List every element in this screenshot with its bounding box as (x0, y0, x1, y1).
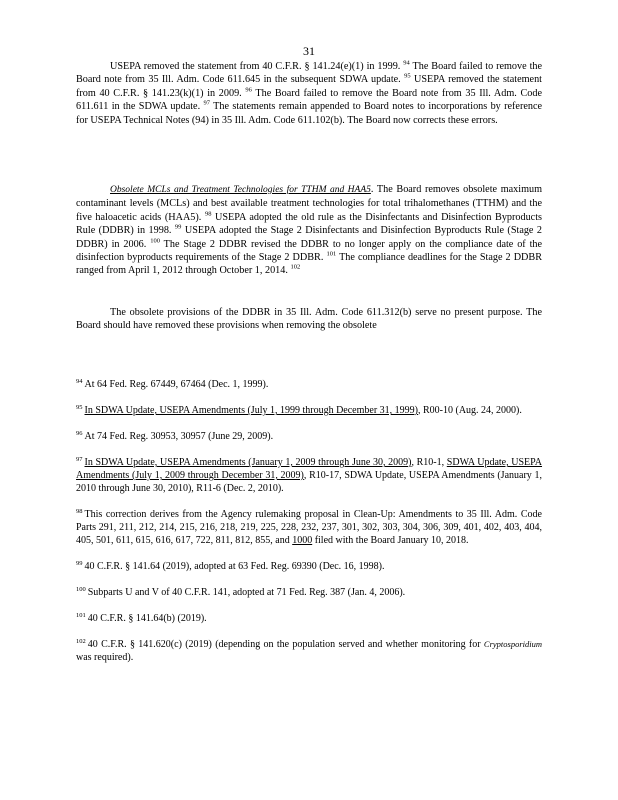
footnote-text: This correction derives from the Agency rulemaking proposal in Clean-Up: Amendments to 35 Ill. Adm. Code Parts 291, 211, 212, 214, 215, 216, 218, 219, 225, 228, 232, 237, 301, 302, 303, 304, 306, 309, 401, 402, 403, 404, 405, 501, 611, 615, 616, 617, 722, 811, 812, 855, and (76, 509, 542, 546)
footnote-text: SDWA Update, USEPA Amendments (January 1, 2010 through June 30, 2010), R11-6 (Dec. 2, 2010). (76, 470, 542, 494)
footnote-text: 40 C.F.R. § 141.64 (2019), adopted at 63 Fed. Reg. 69390 (Dec. 16, 1998). (84, 561, 385, 572)
footnote-text: 40 C.F.R. § 141.620(c) (2019) (depending on the population served and whether monitoring for (87, 639, 481, 650)
para1-text-e: The statements remain appended to Board notes to incorporations by reference for USEPA Technical Notes (94) in 35 Ill. Adm. Code 611.102(b). The Board now corrects these errors. (76, 101, 543, 126)
para2-text-c: USEPA adopted the Stage 2 Disinfectants and Disinfection Byproducts Rule (Stage 2 DDBR) in 2006. (76, 225, 542, 250)
footnote-text: filed with the Board January 10, 2018. (314, 535, 469, 546)
footnote-text: At 74 Fed. Reg. 30953, 30957 (June 29, 2009). (84, 431, 274, 442)
footnote-number: 94 (76, 377, 83, 385)
para1-text-d: The Board failed to remove the Board note from 35 Ill. Adm. Code 611.611 in the SDWA update. (76, 87, 543, 113)
footnote-text: At 64 Fed. Reg. 67449, 67464 (Dec. 1, 1999). (84, 379, 269, 390)
paragraph-obsolete-provisions (76, 306, 542, 333)
footnote-94 (76, 378, 542, 391)
footnote-99 (76, 560, 542, 573)
footnote-text: , R10-1, (411, 457, 445, 468)
para2-text-b: USEPA adopted the old rule as the Disinfectants and Disinfection Byproducts Rule (DDBR) in 1998. (76, 211, 542, 237)
footnote-italic-term: Cryptosporidium (483, 639, 543, 649)
footnote-101 (76, 612, 542, 625)
footnote-95 (76, 404, 542, 417)
para1-text-b: The Board failed to remove the Board note from 35 Ill. Adm. Code 611.645 in the subsequent SDWA update. (76, 61, 543, 86)
para3-text: The obsolete provisions of the DDBR in 35 Ill. Adm. Code 611.312(b) serve no present purpose. The Board should have removed these provisions when removing the obsolete (76, 307, 542, 332)
footnote-97 (76, 456, 542, 495)
footnote-text: Subparts U and V of 40 C.F.R. 141, adopted at 71 Fed. Reg. 387 (Jan. 4, 2006). (87, 587, 406, 598)
footnote-citation-link[interactable]: In SDWA Update, USEPA Amendments (January 1, 2009 through June 30, 2009) (84, 457, 412, 468)
footnote-citation-link[interactable]: SDWA Update, USEPA Amendments (July 1, 2009 through December 31, 2009) (76, 457, 543, 481)
footnotes-section (76, 378, 542, 677)
footnote-text: 40 C.F.R. § 141.64(b) (2019). (87, 613, 207, 624)
footnote-ref-97[interactable]: 97 (203, 99, 210, 107)
footnote-underlined-number: 1000 (292, 535, 313, 546)
footnote-number: 100 (76, 585, 86, 593)
footnote-ref-98[interactable]: 98 (204, 210, 212, 218)
section-heading: Obsolete MCLs and Treatment Technologies for TTHM and HAA5 (110, 185, 371, 195)
footnote-number: 102 (76, 637, 86, 645)
footnote-ref-96[interactable]: 96 (245, 86, 252, 94)
footnote-ref-100[interactable]: 100 (150, 237, 160, 245)
footnote-ref-94[interactable]: 94 (403, 59, 410, 67)
footnote-number: 99 (76, 559, 83, 567)
footnote-ref-99[interactable]: 99 (174, 223, 182, 231)
page-number: 31 (303, 44, 315, 58)
para2-text-d: The Stage 2 DDBR revised the DDBR to no longer apply on the compliance date of the disinfection byproducts requirements of the Stage 2 DDBR. (76, 238, 543, 264)
para2-text-e: The compliance deadlines for the Stage 2 DDBR ranged from April 1, 2012 through October 1, 2014. (76, 252, 543, 277)
footnote-number: 95 (76, 403, 83, 411)
footnote-96 (76, 430, 542, 443)
footnote-text: was required). (76, 652, 134, 663)
footnote-102 (76, 638, 542, 664)
footnote-text: , R00-10 (Aug. 24, 2000). (418, 405, 522, 416)
footnote-number: 98 (76, 507, 83, 515)
para1-text-a: USEPA removed the statement from 40 C.F.R. § 141.24(e)(1) in 1999. (110, 61, 401, 72)
footnote-100 (76, 586, 542, 599)
footnote-number: 97 (76, 455, 83, 463)
footnote-ref-102[interactable]: 102 (290, 264, 301, 272)
para2-text-a: . The Board removes obsolete maximum contaminant levels (MCLs) and best available treatment technologies for total trihalomethanes (TTHM) and the five haloacetic acids (HAA5). (76, 184, 543, 223)
footnote-number: 96 (76, 429, 83, 437)
paragraph-obsolete-mcls (76, 183, 542, 278)
footnote-citation-link[interactable]: In SDWA Update, USEPA Amendments (July 1, 1999 through December 31, 1999) (84, 405, 418, 416)
paragraph-board-notes (76, 60, 542, 127)
footnote-text: , R10-17, (303, 470, 342, 481)
footnote-number: 101 (76, 611, 86, 619)
footnote-ref-95[interactable]: 95 (404, 73, 411, 81)
footnote-ref-101[interactable]: 101 (326, 250, 337, 258)
para1-text-c: USEPA removed the statement from 40 C.F.R. § 141.23(k)(1) in 2009. (76, 74, 542, 99)
footnote-98 (76, 508, 542, 547)
